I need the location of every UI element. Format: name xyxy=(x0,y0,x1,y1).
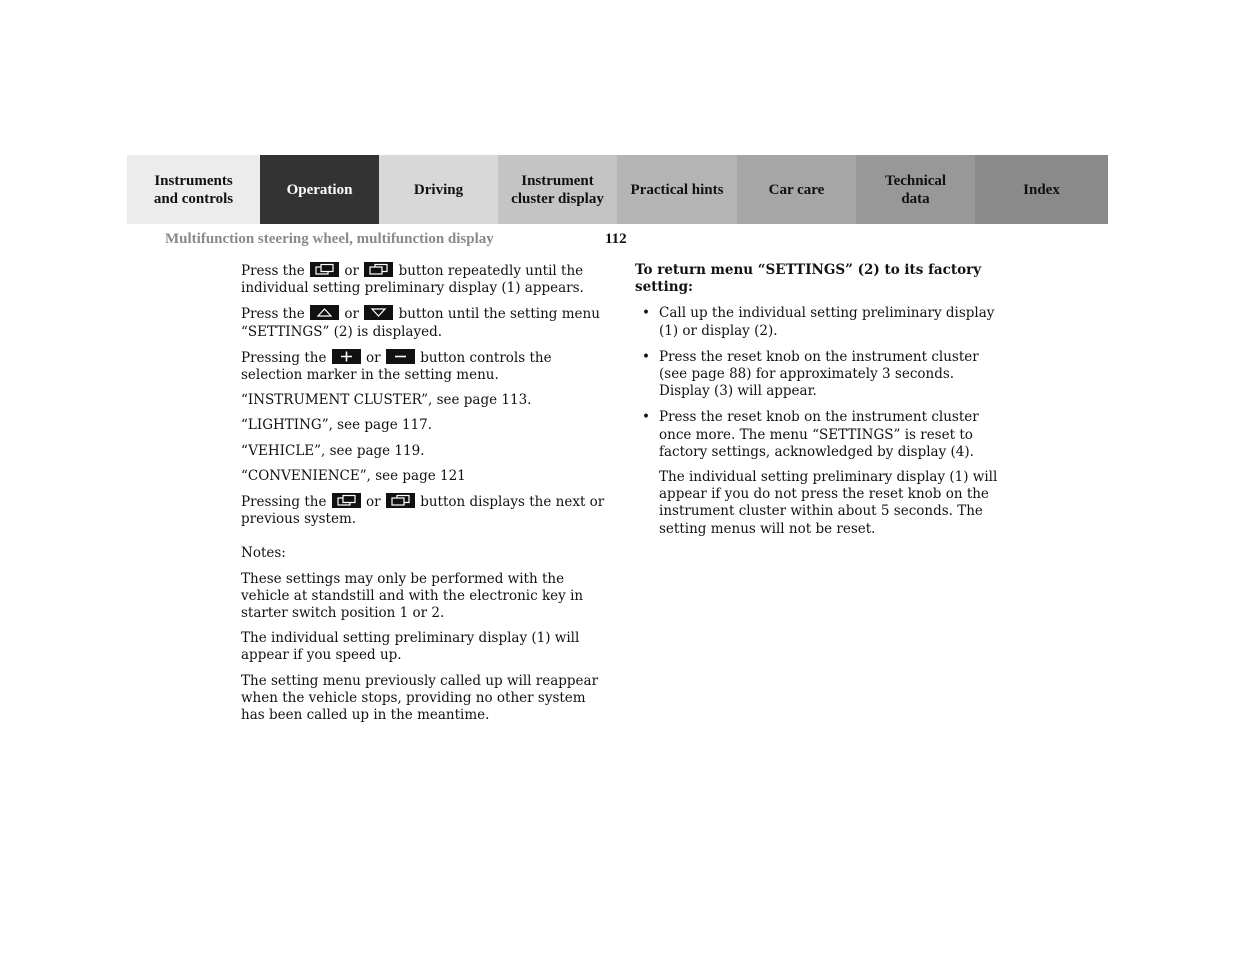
menu-reference-lighting: “LIGHTING”, see page 117. xyxy=(241,417,433,434)
text-fragment: Pressing the xyxy=(241,494,327,511)
instruction-next-system xyxy=(241,493,606,528)
text-fragment: or xyxy=(344,306,359,323)
list-item xyxy=(635,349,1000,401)
list-item-text: Press the reset knob on the instrument cluster once more. The menu “SETTINGS” is reset to factory settings, acknowledged by display (4). xyxy=(659,409,979,460)
instruction-selection-marker xyxy=(241,349,606,384)
list-item xyxy=(635,305,1000,339)
text-fragment: button controls the selection marker in the setting menu. xyxy=(241,349,552,384)
note-paragraph: The setting menu previously called up will reappear when the vehicle stops, providing no other system has been called up in the meantime. xyxy=(241,672,599,724)
menu-reference-instrument-cluster: “INSTRUMENT CLUSTER”, see page 113. xyxy=(241,392,532,409)
tab-practical-hints[interactable]: Practical hints xyxy=(617,155,737,224)
next-display-button-icon xyxy=(310,262,339,277)
bullet-list xyxy=(635,305,1000,461)
right-column xyxy=(635,262,1000,538)
page-number: 112 xyxy=(605,231,627,247)
tab-instruments-and-controls[interactable]: Instruments and controls xyxy=(127,155,260,224)
menu-reference-vehicle: “VEHICLE”, see page 119. xyxy=(241,442,425,459)
next-display-button-icon xyxy=(332,493,361,508)
instruction-settings-menu xyxy=(241,305,606,340)
text-fragment: or xyxy=(366,349,381,366)
running-title: Multifunction steering wheel, multifunction display xyxy=(165,231,494,247)
menu-reference-convenience: “CONVENIENCE”, see page 121 xyxy=(241,467,466,484)
minus-button-icon xyxy=(386,349,415,364)
bullet-marker: • xyxy=(642,409,650,426)
tab-technical-data[interactable]: Technical data xyxy=(856,155,975,224)
tab-operation[interactable]: Operation xyxy=(260,155,379,224)
text-fragment: Pressing the xyxy=(241,349,327,366)
instruction-select-display xyxy=(241,262,606,297)
note-paragraph: These settings may only be performed with the vehicle at standstill and with the electronic key in starter switch position 1 or 2. xyxy=(241,570,584,622)
list-item xyxy=(635,409,1000,461)
text-fragment: button until the setting menu “SETTINGS” (2) is displayed. xyxy=(241,306,600,340)
text-fragment: or xyxy=(344,263,359,279)
text-fragment: Press the xyxy=(241,306,305,323)
tab-instrument-cluster-display[interactable]: Instrument cluster display xyxy=(498,155,617,224)
tab-index[interactable]: Index xyxy=(975,155,1108,224)
note-paragraph: The individual setting preliminary display (1) will appear if you speed up. xyxy=(241,630,580,664)
previous-display-button-icon xyxy=(364,262,393,277)
bullet-marker: • xyxy=(642,348,650,365)
text-fragment: button repeatedly until the individual setting preliminary display (1) appears. xyxy=(241,263,584,297)
plus-button-icon xyxy=(332,349,361,364)
text-fragment: or xyxy=(366,494,381,511)
text-fragment: Press the xyxy=(241,263,305,279)
followup-paragraph: The individual setting preliminary display (1) will appear if you do not press the reset knob on the instrument cluster within about 5 seconds. The setting menus will not be reset. xyxy=(659,469,998,537)
list-item-text: Call up the individual setting preliminary display (1) or display (2). xyxy=(659,305,995,339)
previous-display-button-icon xyxy=(386,493,415,508)
tab-car-care[interactable]: Car care xyxy=(737,155,856,224)
up-button-icon xyxy=(310,305,339,320)
tab-driving[interactable]: Driving xyxy=(379,155,498,224)
text-fragment: button displays the next or previous system. xyxy=(241,494,605,528)
down-button-icon xyxy=(364,305,393,320)
left-column xyxy=(241,262,606,724)
bullet-marker: • xyxy=(642,305,650,322)
list-item-text: Press the reset knob on the instrument cluster (see page 88) for approximately 3 seconds. Display (3) will appear. xyxy=(659,348,979,400)
section-tab-bar xyxy=(127,155,1108,224)
notes-label: Notes: xyxy=(241,545,286,562)
section-heading: To return menu “SETTINGS” (2) to its factory setting: xyxy=(635,262,982,296)
